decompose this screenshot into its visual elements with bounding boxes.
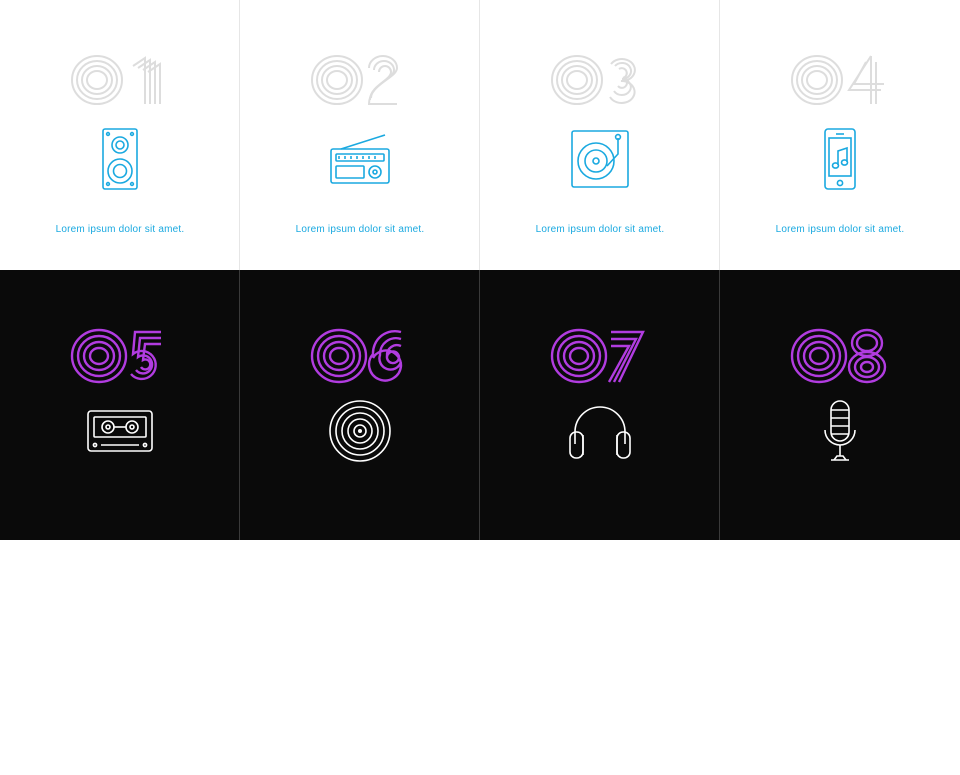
cassette-icon [85,394,155,468]
music-phone-icon [818,122,862,196]
caption-text: Lorem ipsum dolor sit amet. [55,764,185,775]
caption-text: Lorem ipsum dolor sit amet. [55,224,185,235]
grid-cell-04[interactable] [720,0,960,270]
caption-text: Lorem ipsum dolor sit amet. [535,224,665,235]
microphone-icon [820,394,860,468]
step-number-01 [65,52,175,108]
caption-text: Lorem ipsum dolor sit amet. [295,764,425,775]
step-number-02 [305,52,415,108]
step-number-06 [305,328,415,384]
grid-row-top [0,0,960,270]
grid-cell-02[interactable] [240,0,480,270]
turntable-icon [569,122,631,196]
grid-cell-08[interactable] [720,270,960,775]
grid-cell-03[interactable] [480,0,720,270]
step-number-08 [785,328,895,384]
step-number-04 [785,52,895,108]
radio-icon [327,122,393,196]
grid-row-bottom [0,270,960,775]
grid-cell-05[interactable] [0,270,240,775]
step-number-07 [545,328,655,384]
grid-cell-01[interactable] [0,0,240,270]
grid-cell-06[interactable] [240,270,480,775]
caption-text: Lorem ipsum dolor sit amet. [295,224,425,235]
caption-text: Lorem ipsum dolor sit amet. [535,764,665,775]
step-number-03 [545,52,655,108]
caption-text: Lorem ipsum dolor sit amet. [775,224,905,235]
vinyl-record-icon [327,394,393,468]
grid-cell-07[interactable] [480,270,720,775]
speaker-icon [96,122,144,196]
caption-text: Lorem ipsum dolor sit amet. [775,764,905,775]
headphones-icon [567,394,633,468]
step-number-05 [65,328,175,384]
